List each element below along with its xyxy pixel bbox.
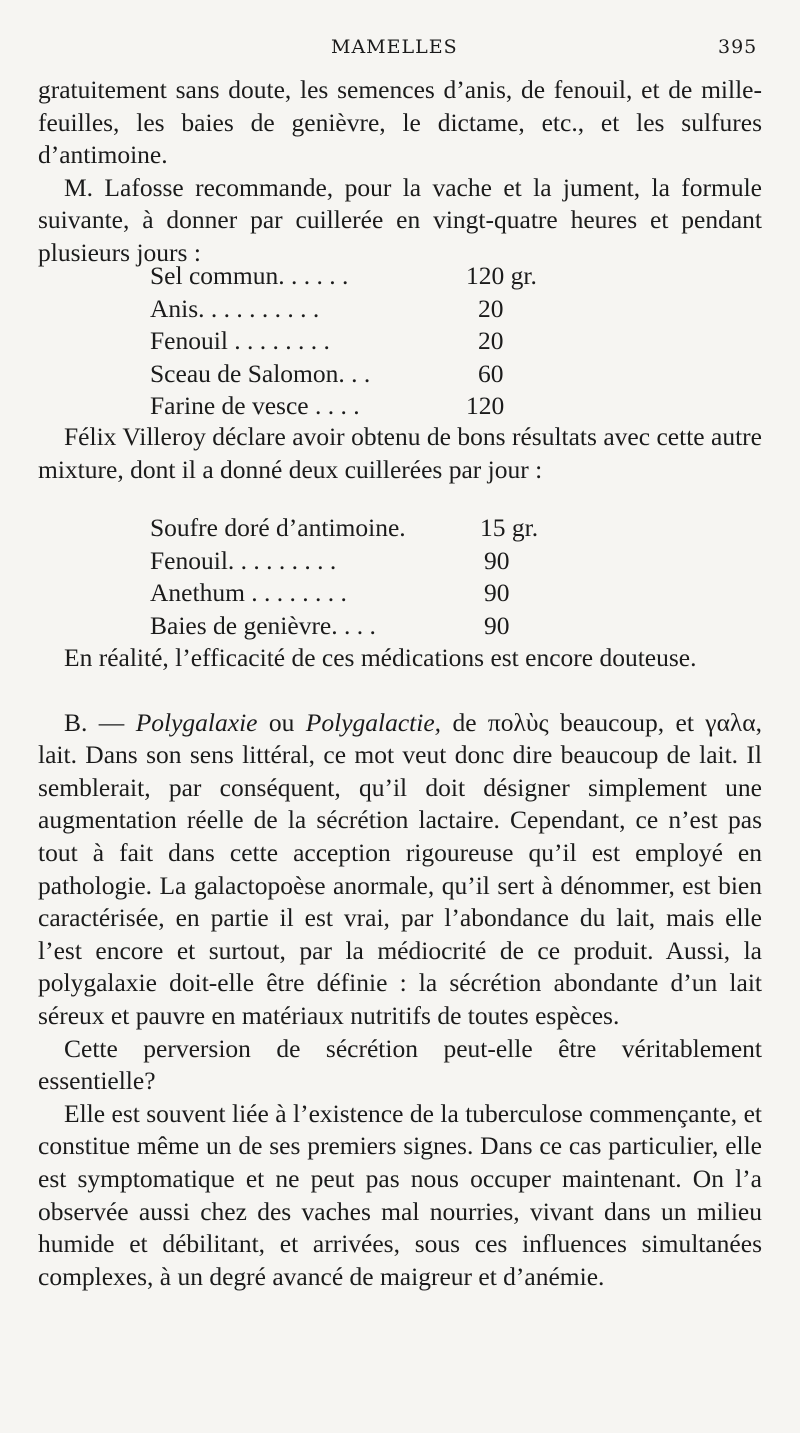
ingredient-name: Fenouil . . . . . . . . [150, 326, 330, 356]
ingredient-quantity: 20 [478, 293, 504, 323]
paragraph-lafosse: M. Lafosse recommande, pour la vache et la jument, la formule suivante, à donner par cuillerée en vingt-quatre heures et pendant plusieurs jours : [38, 172, 762, 267]
ingredient-name: Sel commun. . . . . . [150, 261, 349, 290]
ingredient-name: Fenouil. . . . . . . . . [150, 545, 337, 575]
ingredient-name: Sceau de Salomon. . . [150, 358, 371, 388]
ingredient-quantity: 90 [484, 578, 510, 608]
paragraph-villeroy: Félix Villeroy déclare avoir obtenu de bons résultats avec cette autre mixture, dont il a donné deux cuillerées par jour : [38, 422, 762, 484]
running-title: MAMELLES [331, 36, 458, 58]
paragraph-efficacite: En réalité, l’efficacité de ces médications est encore douteuse. [64, 643, 697, 672]
term-polygalaxie: Polygalaxie [135, 707, 258, 737]
section-label: B. — [64, 707, 125, 737]
paragraph-continuation: gratuitement sans doute, les semences d’anis, de fenouil, et de mille-feuilles, les baies de genièvre, le dictame, etc., et les sulfures d’antimoine. [38, 75, 762, 170]
ingredient-quantity: 20 [478, 326, 504, 356]
ingredient-quantity: 90 [484, 610, 510, 640]
ingredient-name: Farine de vesce . . . . [150, 391, 360, 421]
ingredient-quantity: 60 [478, 358, 504, 388]
paragraph-polygalaxie-text: de πολὺς beaucoup, et γαλα, lait. Dans son sens littéral, ce mot veut donc dire beaucoup de lait. Il semblerait, par conséquent, qu’il doit désigner simplement une augmentation réelle de la sécrétion lactaire. Cependant, ce n’est pas tout à fait dans cette acception rigoureuse qu’il est employé en pathologie. La galactopoèse anormale, qu’il sert à dénommer, est bien caractérisée, en partie il est vrai, par l’abondance du lait, mais elle l’est encore et surtout, par la médiocrité de ce produit. Aussi, la polygalaxie doit-elle être définie : la sécrétion abondante d’un lait séreux et pauvre en matériaux nutritifs de toutes espèces. [38, 707, 763, 1030]
running-header [0, 30, 800, 60]
ingredient-name: Baies de genièvre. . . . [150, 610, 376, 640]
text-block-3 [38, 642, 762, 1293]
ingredient-name: Anethum . . . . . . . . [150, 578, 347, 608]
term-polygalactie: Polygalactie, [305, 707, 442, 737]
ingredient-quantity: 90 [484, 545, 510, 575]
paragraph-tuberculose: Elle est souvent liée à l’existence de la tuberculose commençante, et constitue même un de ses premiers signes. Dans ce cas particulier, elle est symptomatique et ne peut pas nous occuper maintenant. On l’a observée aussi chez des vaches mal nourries, vivant dans un milieu humide et débilitant, et arrivées, sous ces influences simultanées complexes, à un degré avancé de maigreur et d’anémie. [38, 1098, 762, 1291]
ingredient-name: Anis. . . . . . . . . . [150, 293, 320, 323]
ingredient-quantity: 120 [466, 391, 505, 421]
paragraph-polygalaxie [38, 707, 762, 1033]
text-block-2 [38, 421, 762, 486]
ingredient-quantity: 15 gr. [480, 513, 539, 542]
word-ou: ou [268, 707, 295, 737]
ingredient-name: Soufre doré d’antimoine. [150, 513, 406, 542]
text-block-1 [38, 74, 762, 270]
paragraph-perversion: Cette perversion de sécrétion peut-elle être véritablement essentielle? [38, 1033, 762, 1096]
ingredient-quantity: 120 gr. [466, 261, 537, 290]
page-number: 395 [718, 36, 758, 58]
